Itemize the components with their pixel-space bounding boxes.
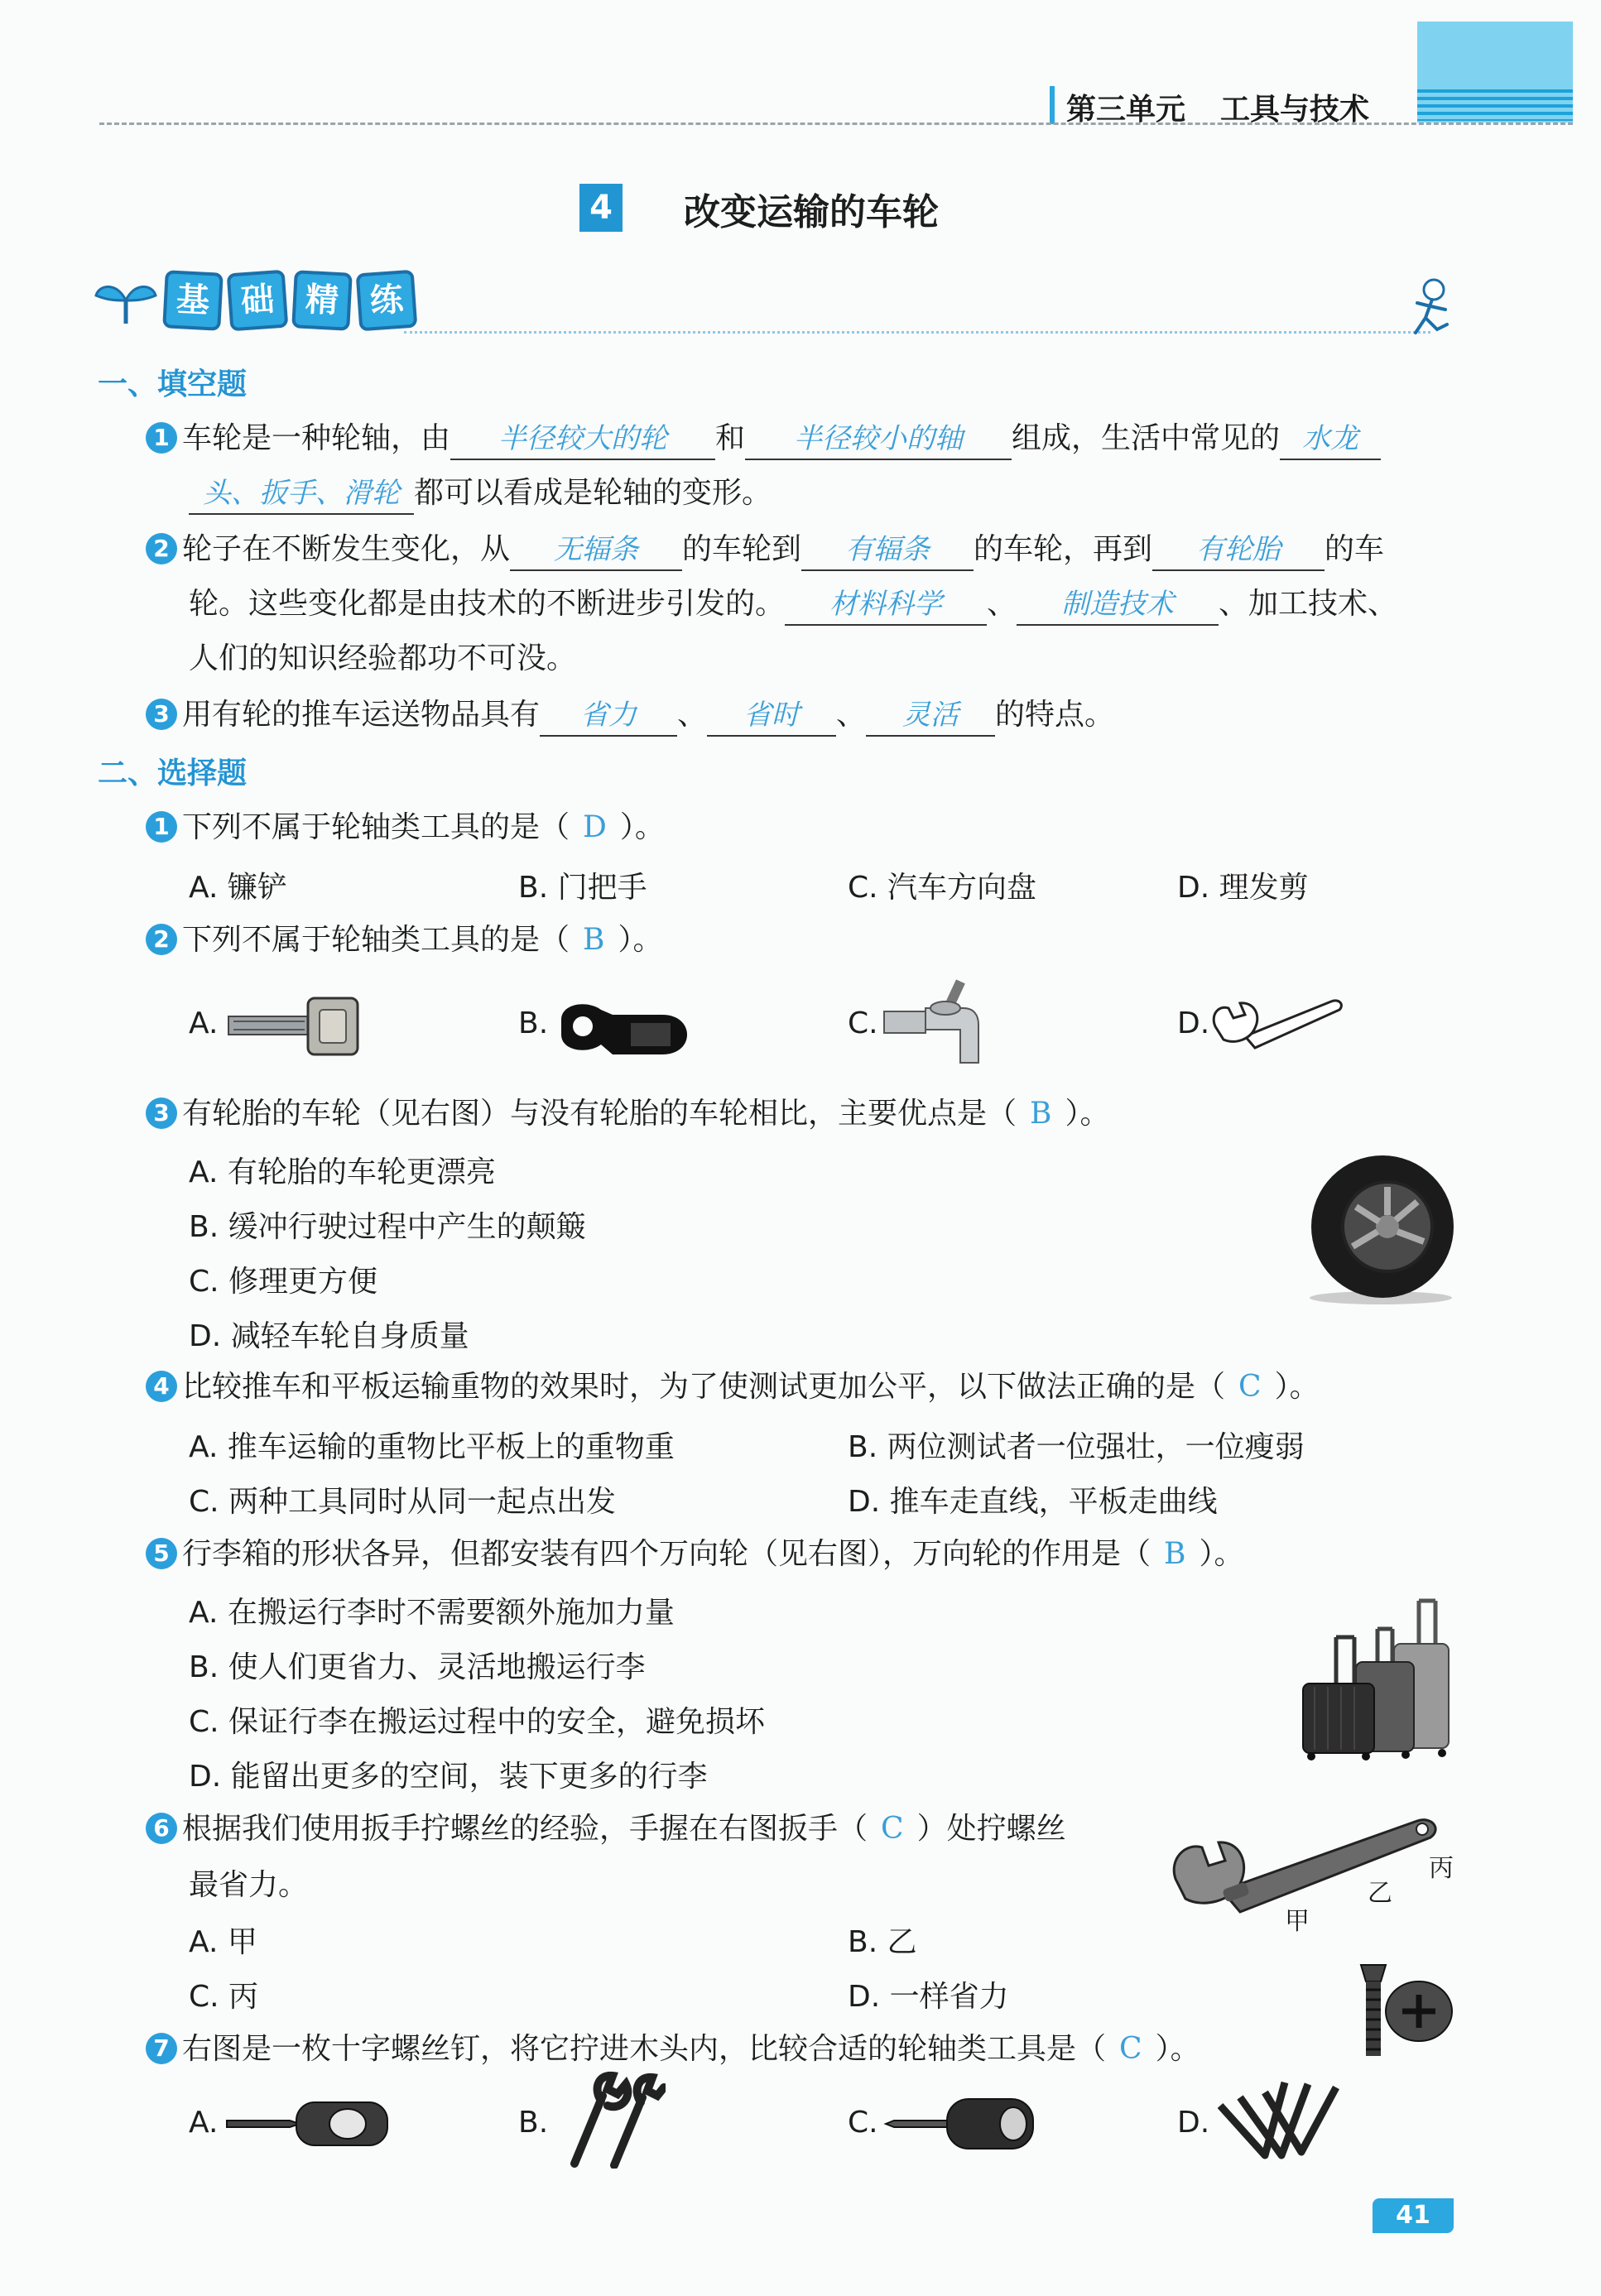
answer: C [1238,1370,1262,1404]
option-c: C. 保证行李在搬运过程中的安全，避免损坏 [189,1705,766,1739]
text: ）。 [1274,1370,1320,1404]
text: 下列不属于轮轴类工具的是（ [182,923,570,957]
option-c: C. 两种工具同时从同一起点出发 [189,1485,617,1519]
text: 、 [836,698,867,732]
option-c: C. 汽车方向盘 [848,871,1037,905]
answer-blank: 半径较大的轮 [450,419,715,460]
text: 比较推车和平板运输重物的效果时，为了使测试更加公平，以下做法正确的是（ [182,1370,1226,1404]
answer-blank: 头、扳手、滑轮 [189,473,414,515]
bottle-opener-icon [555,995,692,1059]
option-d: D. [1177,2106,1210,2140]
fill-q3-line [146,695,1114,737]
fill-q1-line2 [189,473,772,515]
option-a: A. 甲 [189,1925,257,1959]
banner-tile: 础 [227,270,289,332]
key-icon [225,993,363,1059]
answer-blank: 材料科学 [785,584,987,626]
option-d: D. 减轻车轮自身质量 [189,1319,469,1353]
option-b: B. 使人们更省力、灵活地搬运行李 [189,1650,646,1684]
option-a: A. 有轮胎的车轮更漂亮 [189,1155,496,1189]
answer: B [1164,1537,1186,1571]
question-number: 6 [146,1813,177,1844]
question-number: 7 [146,2033,177,2064]
banner-tile: 练 [356,270,418,332]
text: 的车轮，再到 [974,532,1153,566]
header-stripes [1417,89,1573,121]
option-d: D. 一样省力 [848,1980,1009,2014]
option-b: B. [518,2106,549,2140]
faucet-icon [881,972,997,1071]
wrench-label-jia: 甲 [1285,1907,1310,1936]
answer-blank: 省时 [707,695,836,737]
banner-tile: 精 [291,270,353,331]
text: 的车 [1325,532,1385,566]
text: ）。 [619,810,665,844]
question-number: 1 [146,422,177,454]
sprout-icon [93,276,159,325]
answer: C [881,1812,904,1846]
question-number: 3 [146,699,177,730]
tire-image [1301,1152,1455,1306]
wrench-label-bing: 丙 [1429,1854,1454,1883]
unit-label: 第三单元 [1066,93,1186,127]
choice-q7-stem [146,2029,1200,2069]
text: 都可以看成是轮轴的变形。 [414,476,772,510]
option-d: D. [1177,1006,1210,1040]
question-number: 4 [146,1371,177,1402]
answer: B [1030,1097,1052,1131]
adjustable-wrench-icon [1207,990,1348,1059]
page-number: 41 [1373,2198,1454,2233]
header-rule [99,122,1573,125]
option-b: B. 缓冲行驶过程中产生的颠簸 [189,1210,586,1244]
text: 下列不属于轮轴类工具的是（ [182,810,570,844]
answer-blank: 省力 [540,695,677,737]
text: 的特点。 [995,698,1115,732]
hex-keys-icon [1215,2073,1348,2164]
text: 和 [715,421,746,455]
section-banner [93,271,422,334]
text: 行李箱的形状各异，但都安装有四个万向轮（见右图），万向轮的作用是（ [182,1537,1151,1571]
fill-q1-line1 [146,419,1381,460]
text: 、 [987,587,1017,621]
part2-heading: 二、选择题 [98,757,248,790]
question-number: 3 [146,1098,177,1129]
wrench-diagram [1169,1804,1450,1945]
text: 用有轮的推车运送物品具有 [182,698,541,732]
fill-q2-line2 [189,584,1397,626]
choice-q5-stem [146,1535,1244,1574]
option-a: A. 推车运输的重物比平板上的重物重 [189,1430,675,1464]
text: ）处拧螺丝 [916,1812,1066,1846]
choice-q6-stem-cont: 最省力。 [189,1868,309,1902]
flathead-screwdriver-icon [224,2091,394,2157]
screw-image [1328,1957,1454,2066]
answer-blank: 无辐条 [510,530,682,571]
text: ）。 [1199,1537,1244,1571]
answer: D [583,810,607,844]
banner-dotted-line [404,331,1430,334]
option-d: D. 推车走直线，平板走曲线 [848,1485,1218,1519]
banner-tile: 基 [162,270,224,331]
answer-blank: 水龙 [1280,419,1381,460]
choice-q2-stem [146,920,663,960]
text: 右图是一枚十字螺丝钉，将它拧进木头内，比较合适的轮轴类工具是（ [182,2032,1107,2066]
text: ）。 [1155,2032,1200,2066]
question-number: 1 [146,811,177,843]
option-a: A. 镰铲 [189,871,287,905]
choice-q6-stem [146,1809,1066,1849]
choice-q3-stem [146,1094,1110,1134]
answer-blank: 灵活 [866,695,995,737]
text: 轮子在不断发生变化，从 [182,532,511,566]
phillips-screwdriver-icon [882,2091,1040,2157]
text: 有轮胎的车轮（见右图）与没有轮胎的车轮相比，主要优点是（ [182,1097,1017,1131]
text: ）。 [618,923,663,957]
text: 、加工技术、 [1219,587,1398,621]
question-number: 2 [146,924,177,955]
text: 根据我们使用扳手拧螺丝的经验，手握在右图扳手（ [182,1812,868,1846]
answer-blank: 半径较小的轴 [745,419,1012,460]
choice-q4-stem [146,1367,1320,1407]
answer: B [583,923,605,957]
answer-blank: 制造技术 [1017,584,1219,626]
answer-blank: 有轮胎 [1152,530,1325,571]
text: 、 [677,698,708,732]
option-b: B. [518,1006,549,1040]
option-d: D. 理发剪 [1177,871,1309,905]
question-number: 5 [146,1538,177,1569]
topic-label: 工具与技术 [1220,93,1370,127]
option-c: C. 丙 [189,1980,259,2014]
running-kid-icon [1399,275,1457,341]
fill-q2-line3: 人们的知识经验都功不可没。 [189,641,577,675]
wrench-label-yi: 乙 [1368,1879,1392,1908]
option-a: A. [189,2106,219,2140]
answer-blank: 有辐条 [801,530,974,571]
lesson-number-badge: 4 [579,184,623,232]
option-b: B. 乙 [848,1925,917,1959]
open-end-wrenches-icon [550,2071,666,2169]
option-d: D. 能留出更多的空间，装下更多的行李 [189,1760,708,1794]
option-c: C. [848,2106,878,2140]
question-number: 2 [146,533,177,564]
option-c: C. 修理更方便 [189,1265,378,1299]
text: 组成，生活中常见的 [1012,421,1281,455]
text: ）。 [1065,1097,1110,1131]
option-b: B. 两位测试者一位强壮，一位瘦弱 [848,1430,1305,1464]
answer: C [1119,2032,1142,2066]
text: 的车轮到 [682,532,802,566]
text: 轮。这些变化都是由技术的不断进步引发的。 [189,587,786,621]
text: 车轮是一种轮轴，由 [182,421,451,455]
option-a: A. [189,1006,219,1040]
option-b: B. 门把手 [518,871,647,905]
option-c: C. [848,1006,878,1040]
fill-q2-line1 [146,530,1384,571]
choice-q1-stem [146,808,665,848]
option-a: A. 在搬运行李时不需要额外施加力量 [189,1596,675,1630]
part1-heading: 一、填空题 [98,367,248,401]
lesson-title: 改变运输的车轮 [684,191,939,233]
header-accent-bar [1050,86,1055,124]
luggage-image [1295,1596,1457,1761]
